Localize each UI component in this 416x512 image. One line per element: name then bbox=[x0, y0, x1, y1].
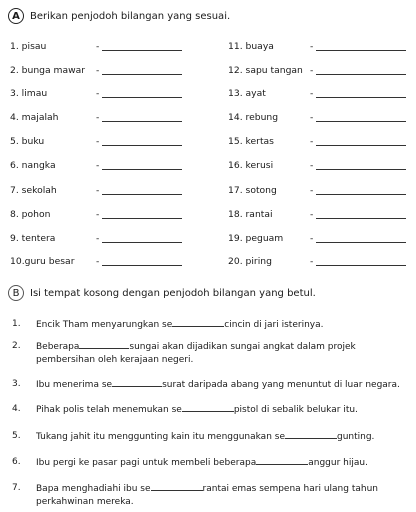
answer-blank[interactable] bbox=[151, 482, 203, 491]
answer-row bbox=[228, 184, 406, 196]
sentence-after: anggur hijau. bbox=[308, 458, 368, 468]
answer-blank[interactable] bbox=[79, 340, 129, 349]
answer-row bbox=[10, 87, 182, 99]
answer-row bbox=[10, 232, 182, 244]
answer-blank[interactable] bbox=[316, 160, 406, 170]
dash-mark: - bbox=[310, 111, 314, 123]
sentence-before: Ibu menerima se bbox=[36, 380, 113, 390]
answer-row bbox=[10, 184, 182, 196]
section-b-badge: B bbox=[8, 285, 24, 301]
word-label: 15. kertas bbox=[228, 135, 274, 147]
dash-mark: - bbox=[310, 208, 314, 220]
answer-blank[interactable] bbox=[316, 65, 406, 75]
word-label: 3. limau bbox=[10, 87, 48, 99]
answer-blank[interactable] bbox=[316, 185, 406, 195]
answer-blank[interactable] bbox=[102, 88, 182, 98]
dash-mark: - bbox=[310, 64, 314, 76]
item-number: 1. bbox=[12, 319, 21, 329]
answer-row bbox=[10, 40, 182, 52]
section-b-header bbox=[8, 285, 316, 301]
item-number: 6. bbox=[12, 457, 21, 467]
section-b-instruction: Isi tempat kosong dengan penjodoh bilangan yang betul. bbox=[30, 287, 316, 299]
answer-blank[interactable] bbox=[112, 378, 162, 387]
answer-blank[interactable] bbox=[102, 209, 182, 219]
answer-blank[interactable] bbox=[102, 160, 182, 170]
sentence-before: Encik Tham menyarungkan se bbox=[36, 320, 173, 330]
item-sentence bbox=[36, 430, 406, 444]
dash-mark: - bbox=[310, 184, 314, 196]
answer-row bbox=[228, 111, 406, 123]
sentence-after: pistol di sebalik belukar itu. bbox=[233, 405, 358, 415]
sentence-continuation: pembersihan oleh kerajaan negeri. bbox=[36, 355, 194, 365]
word-label: 19. peguam bbox=[228, 232, 284, 244]
dash-mark: - bbox=[96, 255, 100, 267]
answer-blank[interactable] bbox=[316, 256, 406, 266]
answer-blank[interactable] bbox=[172, 318, 224, 327]
sentence-after: cincin di jari isterinya. bbox=[224, 320, 324, 330]
dash-mark: - bbox=[96, 184, 100, 196]
section-a-header bbox=[8, 8, 230, 24]
word-label: 6. nangka bbox=[10, 159, 56, 171]
answer-blank[interactable] bbox=[102, 136, 182, 146]
item-number: 3. bbox=[12, 379, 21, 389]
sentence-after: surat daripada abang yang menuntut di luar negara. bbox=[162, 380, 400, 390]
answer-row bbox=[228, 255, 406, 267]
answer-blank[interactable] bbox=[102, 65, 182, 75]
word-label: 10.guru besar bbox=[10, 255, 75, 267]
dash-mark: - bbox=[310, 159, 314, 171]
dash-mark: - bbox=[96, 208, 100, 220]
answer-row bbox=[10, 159, 182, 171]
dash-mark: - bbox=[96, 159, 100, 171]
answer-blank[interactable] bbox=[316, 112, 406, 122]
answer-blank[interactable] bbox=[102, 233, 182, 243]
answer-blank[interactable] bbox=[285, 430, 337, 439]
word-label: 4. majalah bbox=[10, 111, 59, 123]
word-label: 17. sotong bbox=[228, 184, 277, 196]
answer-row bbox=[10, 64, 182, 76]
word-label: 5. buku bbox=[10, 135, 45, 147]
word-label: 20. piring bbox=[228, 255, 272, 267]
dash-mark: - bbox=[310, 87, 314, 99]
answer-row bbox=[228, 232, 406, 244]
dash-mark: - bbox=[96, 40, 100, 52]
answer-row bbox=[10, 255, 182, 267]
word-label: 7. sekolah bbox=[10, 184, 57, 196]
dash-mark: - bbox=[96, 87, 100, 99]
sentence-after: gunting. bbox=[336, 432, 375, 442]
answer-blank[interactable] bbox=[316, 41, 406, 51]
dash-mark: - bbox=[96, 135, 100, 147]
dash-mark: - bbox=[310, 255, 314, 267]
item-sentence bbox=[36, 318, 406, 332]
section-a-badge: A bbox=[8, 8, 24, 24]
word-label: 16. kerusi bbox=[228, 159, 274, 171]
answer-blank[interactable] bbox=[316, 233, 406, 243]
dash-mark: - bbox=[96, 111, 100, 123]
answer-blank[interactable] bbox=[182, 403, 234, 412]
item-number: 4. bbox=[12, 404, 21, 414]
answer-blank[interactable] bbox=[316, 88, 406, 98]
answer-row bbox=[228, 159, 406, 171]
sentence-before: Pihak polis telah menemukan se bbox=[36, 405, 182, 415]
answer-blank[interactable] bbox=[102, 41, 182, 51]
section-a-instruction: Berikan penjodoh bilangan yang sesuai. bbox=[30, 10, 231, 22]
answer-blank[interactable] bbox=[316, 209, 406, 219]
word-label: 2. bunga mawar bbox=[10, 64, 86, 76]
word-label: 13. ayat bbox=[228, 87, 266, 99]
item-sentence bbox=[36, 378, 406, 392]
answer-row bbox=[10, 135, 182, 147]
item-number: 7. bbox=[12, 483, 21, 493]
word-label: 14. rebung bbox=[228, 111, 279, 123]
sentence-before: Ibu pergi ke pasar pagi untuk membeli beberapa bbox=[36, 458, 257, 468]
word-label: 12. sapu tangan bbox=[228, 64, 303, 76]
item-sentence bbox=[36, 403, 406, 417]
answer-blank[interactable] bbox=[316, 136, 406, 146]
sentence-before: Beberapa bbox=[36, 342, 80, 352]
item-sentence bbox=[36, 340, 406, 367]
answer-row bbox=[228, 87, 406, 99]
sentence-after: rantai emas sempena hari ulang tahun bbox=[202, 484, 378, 494]
answer-row bbox=[10, 111, 182, 123]
dash-mark: - bbox=[96, 64, 100, 76]
answer-blank[interactable] bbox=[102, 256, 182, 266]
answer-row bbox=[228, 40, 406, 52]
sentence-before: Tukang jahit itu menggunting kain itu menggunakan se bbox=[36, 432, 285, 442]
sentence-continuation: perkahwinan mereka. bbox=[36, 497, 134, 507]
sentence-before: Bapa menghadiahi ibu se bbox=[36, 484, 151, 494]
dash-mark: - bbox=[310, 135, 314, 147]
answer-row bbox=[228, 135, 406, 147]
dash-mark: - bbox=[96, 232, 100, 244]
word-label: 9. tentera bbox=[10, 232, 56, 244]
dash-mark: - bbox=[310, 40, 314, 52]
item-sentence bbox=[36, 456, 406, 470]
word-label: 11. buaya bbox=[228, 40, 274, 52]
answer-row bbox=[10, 208, 182, 220]
item-number: 5. bbox=[12, 431, 21, 441]
answer-blank[interactable] bbox=[102, 112, 182, 122]
answer-blank[interactable] bbox=[256, 456, 308, 465]
sentence-after: sungai akan dijadikan sungai angkat dalam projek bbox=[129, 342, 356, 352]
item-number: 2. bbox=[12, 341, 21, 351]
answer-blank[interactable] bbox=[102, 185, 182, 195]
answer-row bbox=[228, 208, 406, 220]
word-label: 18. rantai bbox=[228, 208, 273, 220]
word-label: 8. pohon bbox=[10, 208, 51, 220]
answer-row bbox=[228, 64, 406, 76]
dash-mark: - bbox=[310, 232, 314, 244]
word-label: 1. pisau bbox=[10, 40, 47, 52]
item-sentence bbox=[36, 482, 406, 509]
